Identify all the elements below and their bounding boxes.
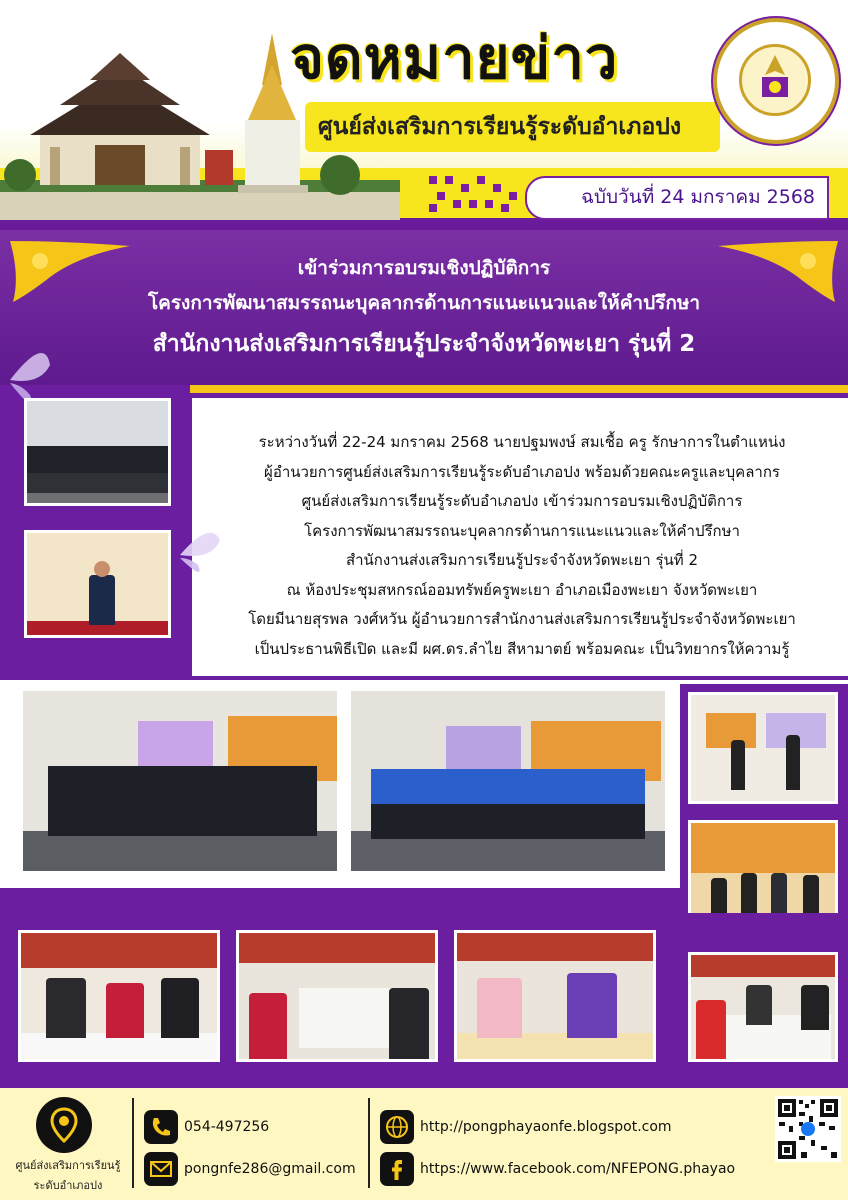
phone-icon [144,1110,178,1144]
email-icon [144,1152,178,1186]
body-line: ศูนย์ส่งเสริมการเรียนรู้ระดับอำเภอปง เข้าร่วมการอบรมเชิงปฏิบัติการ [301,492,743,510]
gold-stripe [190,385,848,393]
footer-facebook[interactable]: https://www.facebook.com/NFEPONG.phayao [420,1161,736,1177]
photo-group-work [688,952,838,1062]
article-body [200,428,844,664]
headline-line-3: สำนักงานส่งเสริมการเรียนรู้ประจำจังหวัดพะเยา รุ่นที่ 2 [152,331,696,357]
photo-participants [454,930,656,1062]
pixel-decoration [425,172,525,216]
purple-strip [0,888,680,913]
facebook-icon [380,1152,414,1186]
body-line: เป็นประธานพิธีเปิด และมี ผศ.ดร.ลำไย สีหามาตย์ พร้อมคณะ เป็นวิทยากรให้ความรู้ [254,639,790,658]
footer-org-name-line1: ศูนย์ส่งเสริมการเรียนรู้ [15,1159,121,1172]
seal-emblem-icon [739,44,811,116]
center-logo-icon [36,1097,92,1153]
body-line: ระหว่างวันที่ 22-24 มกราคม 2568 นายปฐมพงษ์ สมเชื้อ ครู รักษาการในตำแหน่ง [258,433,786,451]
footer-divider [132,1098,134,1188]
body-line: ผู้อำนวยการศูนย์ส่งเสริมการเรียนรู้ระดับอำเภอปง พร้อมด้วยคณะครูและบุคลากร [264,462,780,481]
photo-presenters [688,692,838,804]
photo-group-black [20,688,340,874]
footer-org-name-line2: ระดับอำเภอปง [33,1179,103,1192]
photo-group-hall [24,398,171,506]
photo-workshop [236,930,438,1062]
newsletter-subtitle: ศูนย์ส่งเสริมการเรียนรู้ระดับอำเภอปง [318,114,682,140]
body-line: ณ ห้องประชุมสหกรณ์ออมทรัพย์ครูพะเยา อำเภอเมืองพะเยา จังหวัดพะเยา [286,580,758,599]
photo-group-blue [348,688,668,874]
newsletter-title: จดหมายข่าว [290,24,619,92]
footer-divider [368,1098,370,1188]
headline-line-2: โครงการพัฒนาสมรรถนะบุคลากรด้านการแนะแนวและให้คำปรึกษา [147,292,701,314]
issue-date: ฉบับวันที่ 24 มกราคม 2568 [580,186,815,208]
photo-speaker-podium [24,530,171,638]
body-line: โครงการพัฒนาสมรรถนะบุคลากรด้านการแนะแนวและให้คำปรึกษา [304,521,740,540]
footer-phone[interactable]: 054-497256 [184,1119,270,1135]
photo-table-men [18,930,220,1062]
footer-email[interactable]: pongnfe286@gmail.com [184,1161,356,1177]
web-icon [380,1110,414,1144]
headline-line-1: เข้าร่วมการอบรมเชิงปฏิบัติการ [297,257,551,279]
body-line: โดยมีนายสุรพล วงศ์หวัน ผู้อำนวยการสำนักงานส่งเสริมการเรียนรู้ประจำจังหวัดพะเยา [248,610,796,628]
qr-code-icon[interactable] [775,1096,841,1162]
department-seal-logo [713,18,839,144]
footer-website[interactable]: http://pongphayaonfe.blogspot.com [420,1119,672,1135]
body-line: สำนักงานส่งเสริมการเรียนรู้ประจำจังหวัดพะเยา รุ่นที่ 2 [345,551,699,569]
